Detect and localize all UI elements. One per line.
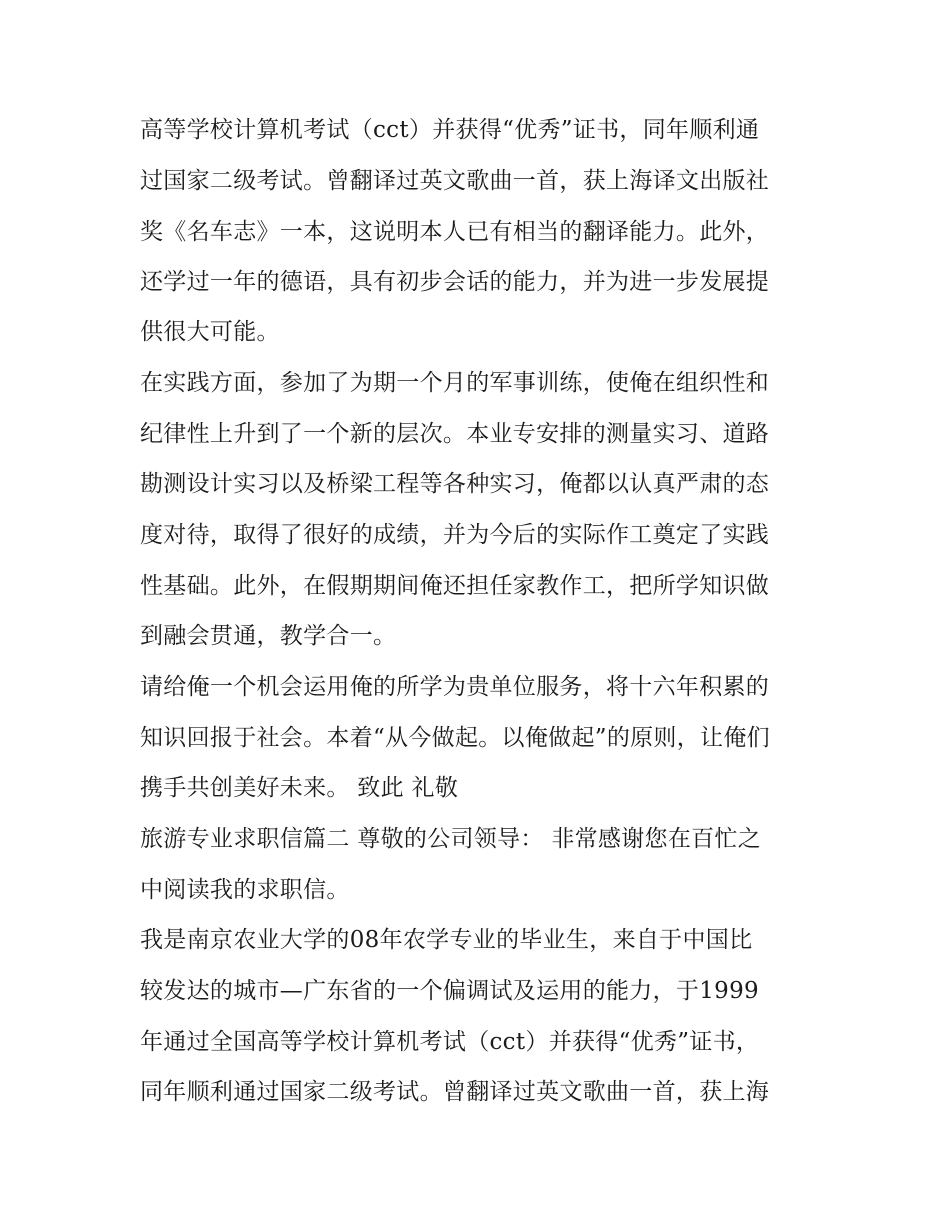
text-line-20: 同年顺利通过国家二级考试。曾翻译过英文歌曲一首，获上海 bbox=[140, 1079, 770, 1105]
text-line-4: 还学过一年的德语，具有初步会话的能力，并为进一步发展提 bbox=[140, 269, 770, 295]
text-line-17: 我是南京农业大学的08年农学专业的毕业生，来自于中国比 bbox=[140, 927, 753, 953]
text-line-6: 在实践方面，参加了为期一个月的军事训练，使俺在组织性和 bbox=[140, 370, 770, 396]
text-line-14: 携手共创美好未来。 致此 礼敬 bbox=[140, 775, 459, 801]
text-line-5: 供很大可能。 bbox=[140, 319, 280, 345]
text-line-9: 度对待，取得了很好的成绩，并为今后的实际作工奠定了实践 bbox=[140, 522, 770, 548]
text-line-16: 中阅读我的求职信。 bbox=[140, 877, 350, 903]
text-line-13: 知识回报于社会。本着“从今做起。以俺做起”的原则，让俺们 bbox=[140, 725, 770, 751]
text-line-1: 高等学校计算机考试（cct）并获得“优秀”证书，同年顺利通 bbox=[140, 117, 760, 143]
text-line-2: 过国家二级考试。曾翻译过英文歌曲一首，获上海译文出版社 bbox=[140, 168, 770, 194]
text-line-15: 旅游专业求职信篇二 尊敬的公司领导： 非常感谢您在百忙之 bbox=[140, 826, 762, 852]
text-line-18: 较发达的城市—广东省的一个偏调试及运用的能力，于1999 bbox=[140, 978, 759, 1004]
text-line-10: 性基础。此外，在假期期间俺还担任家教作工，把所学知识做 bbox=[140, 573, 770, 599]
text-line-7: 纪律性上升到了一个新的层次。本业专安排的测量实习、道路 bbox=[140, 421, 770, 447]
text-line-19: 年通过全国高等学校计算机考试（cct）并获得“优秀”证书， bbox=[140, 1029, 760, 1055]
text-line-8: 勘测设计实习以及桥梁工程等各种实习，俺都以认真严肃的态 bbox=[140, 471, 770, 497]
text-line-12: 请给俺一个机会运用俺的所学为贵单位服务，将十六年积累的 bbox=[140, 674, 770, 700]
text-line-3: 奖《名车志》一本，这说明本人已有相当的翻译能力。此外， bbox=[140, 219, 770, 245]
text-line-11: 到融会贯通，教学合一。 bbox=[140, 623, 397, 649]
